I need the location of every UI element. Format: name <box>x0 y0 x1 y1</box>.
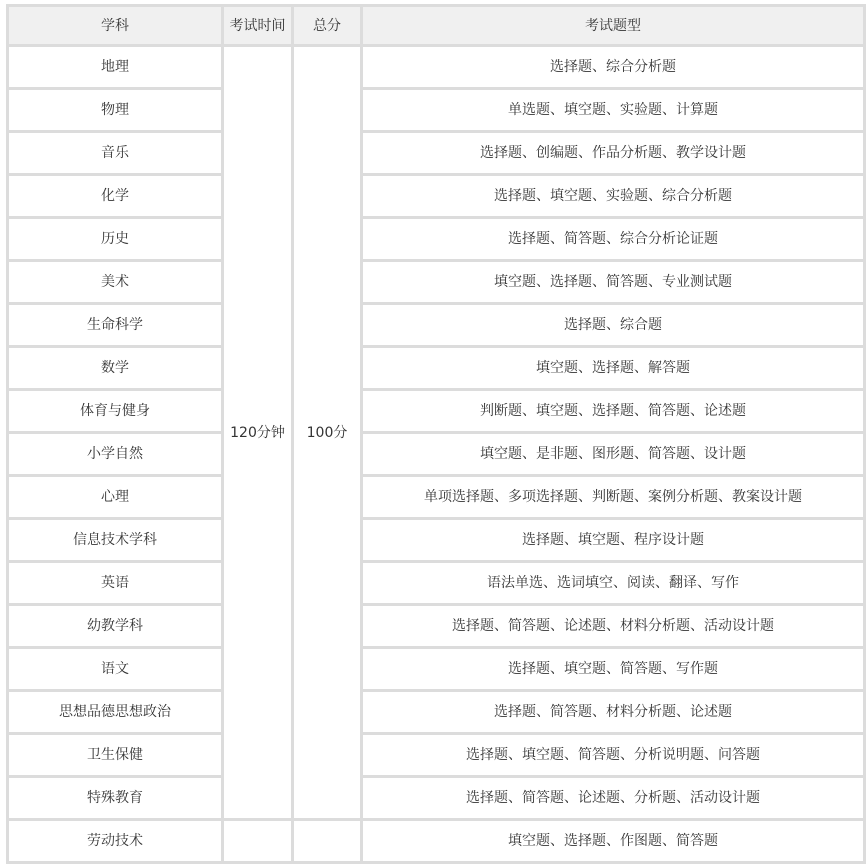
table-row <box>8 261 865 304</box>
table-row <box>8 562 865 605</box>
subject-cell: 劳动技术 <box>8 820 223 863</box>
table-row <box>8 347 865 390</box>
table-row <box>8 132 865 175</box>
table-row <box>8 691 865 734</box>
question-types-cell: 选择题、创编题、作品分析题、教学设计题 <box>362 132 865 175</box>
subject-cell: 美术 <box>8 261 223 304</box>
subject-cell: 心理 <box>8 476 223 519</box>
table-row <box>8 777 865 820</box>
table-row <box>8 519 865 562</box>
subject-cell: 小学自然 <box>8 433 223 476</box>
subject-cell: 地理 <box>8 46 223 89</box>
question-types-cell: 选择题、简答题、综合分析论证题 <box>362 218 865 261</box>
question-types-cell: 选择题、填空题、实验题、综合分析题 <box>362 175 865 218</box>
table-row <box>8 476 865 519</box>
table-row <box>8 46 865 89</box>
table-row <box>8 89 865 132</box>
question-types-cell: 填空题、选择题、解答题 <box>362 347 865 390</box>
subject-cell: 化学 <box>8 175 223 218</box>
header-total-score: 总分 <box>293 6 362 46</box>
question-types-cell: 选择题、填空题、简答题、分析说明题、问答题 <box>362 734 865 777</box>
subject-cell: 卫生保健 <box>8 734 223 777</box>
subject-cell: 物理 <box>8 89 223 132</box>
subject-cell: 语文 <box>8 648 223 691</box>
question-types-cell: 选择题、简答题、论述题、材料分析题、活动设计题 <box>362 605 865 648</box>
header-exam-time: 考试时间 <box>223 6 293 46</box>
subject-cell: 体育与健身 <box>8 390 223 433</box>
empty-time-cell <box>223 820 293 863</box>
subject-cell: 音乐 <box>8 132 223 175</box>
header-question-types: 考试题型 <box>362 6 865 46</box>
header-subject: 学科 <box>8 6 223 46</box>
subject-cell: 思想品德思想政治 <box>8 691 223 734</box>
subject-cell: 特殊教育 <box>8 777 223 820</box>
exam-time-cell: 120分钟 <box>223 46 293 820</box>
question-types-cell: 选择题、简答题、论述题、分析题、活动设计题 <box>362 777 865 820</box>
table-row <box>8 175 865 218</box>
table-row <box>8 820 865 863</box>
subject-cell: 历史 <box>8 218 223 261</box>
table-row <box>8 218 865 261</box>
empty-score-cell <box>293 820 362 863</box>
table-row <box>8 734 865 777</box>
question-types-cell: 填空题、是非题、图形题、简答题、设计题 <box>362 433 865 476</box>
question-types-cell: 选择题、填空题、程序设计题 <box>362 519 865 562</box>
subject-cell: 英语 <box>8 562 223 605</box>
table-row <box>8 648 865 691</box>
table-header-row <box>8 6 865 46</box>
question-types-cell: 判断题、填空题、选择题、简答题、论述题 <box>362 390 865 433</box>
question-types-cell: 填空题、选择题、作图题、简答题 <box>362 820 865 863</box>
subject-cell: 幼教学科 <box>8 605 223 648</box>
table-row <box>8 605 865 648</box>
question-types-cell: 单选题、填空题、实验题、计算题 <box>362 89 865 132</box>
question-types-cell: 选择题、综合分析题 <box>362 46 865 89</box>
table-row <box>8 433 865 476</box>
question-types-cell: 选择题、填空题、简答题、写作题 <box>362 648 865 691</box>
question-types-cell: 选择题、综合题 <box>362 304 865 347</box>
question-types-cell: 选择题、简答题、材料分析题、论述题 <box>362 691 865 734</box>
table-row <box>8 304 865 347</box>
question-types-cell: 填空题、选择题、简答题、专业测试题 <box>362 261 865 304</box>
question-types-cell: 语法单选、选词填空、阅读、翻译、写作 <box>362 562 865 605</box>
table-row <box>8 390 865 433</box>
total-score-cell: 100分 <box>293 46 362 820</box>
exam-table-container <box>6 4 866 864</box>
subject-cell: 数学 <box>8 347 223 390</box>
question-types-cell: 单项选择题、多项选择题、判断题、案例分析题、教案设计题 <box>362 476 865 519</box>
subject-cell: 信息技术学科 <box>8 519 223 562</box>
subject-cell: 生命科学 <box>8 304 223 347</box>
table-body <box>8 46 865 863</box>
exam-subjects-table <box>6 4 866 864</box>
